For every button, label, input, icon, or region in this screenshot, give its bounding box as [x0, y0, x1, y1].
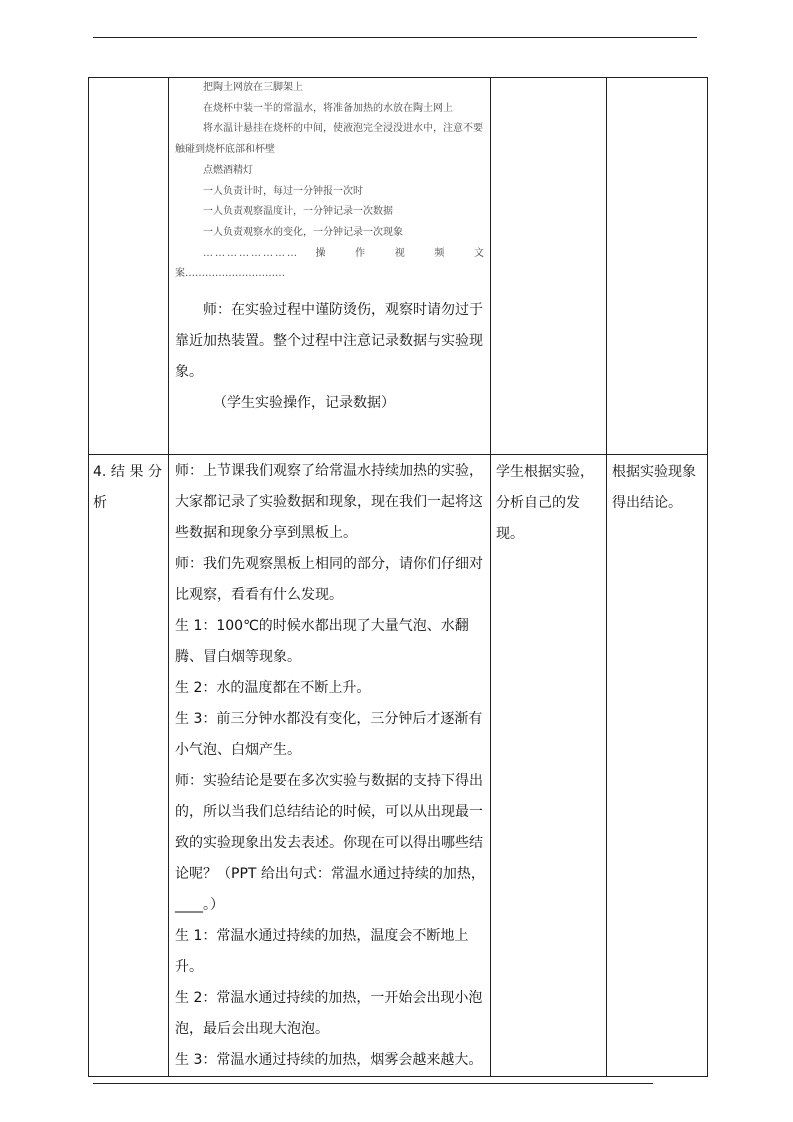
step-text: 点燃酒精灯: [203, 164, 253, 176]
design-intent-cell: [607, 455, 708, 1077]
step-text: 在烧杯中装一半的常温水，将准备加热的水放在陶土网上: [203, 102, 453, 114]
step-text: 一人负责观察温度计，一分钟记录一次数据: [203, 206, 393, 218]
dialogue-line: 师：上节课我们观察了给常温水持续加热的实验，大家都记录了实验数据和现象，现在我们一起将这些数据和现象分享到黑板上。: [175, 463, 483, 541]
dialogue-line: 生 2：水的温度都在不断上升。: [175, 680, 371, 696]
lesson-plan-table: [88, 77, 708, 1077]
step-text: 将水温计悬挂在烧杯的中间，使液泡完全浸没进水中，注意不要触碰到烧杯底部和杯壁: [175, 123, 483, 156]
process-cell: [169, 455, 491, 1077]
design-intent-cell-empty: [607, 78, 708, 455]
step-text: 一人负责观察水的变化，一分钟记录一次现象: [203, 226, 403, 238]
dialogue-line: 生 3：常温水通过持续的加热，烟雾会越来越大。: [175, 1052, 483, 1068]
dialogue-line: 生 1：常温水通过持续的加热，温度会不断地上升。: [175, 928, 469, 975]
dialogue-line: 生 3：前三分钟水都没有变化，三分钟后才逐渐有小气泡、白烟产生。: [175, 711, 483, 758]
dialogue-line: 生 1：100℃的时候水都出现了大量气泡、水翻腾、冒白烟等现象。: [175, 618, 469, 665]
process-cell: [169, 78, 491, 455]
header-rule: [93, 37, 697, 38]
experiment-steps: [169, 78, 490, 285]
step-text: 一人负责计时，每过一分钟报一次时: [203, 185, 363, 197]
stage-cell: [89, 455, 169, 1077]
stage-cell-empty: [89, 78, 169, 455]
video-script-line: …………………… 操 作 视 频 文: [203, 247, 486, 259]
dialogue-line: 生 2：常温水通过持续的加热，一开始会出现小泡泡，最后会出现大泡泡。: [175, 990, 483, 1037]
dialogue-line: 师：我们先观察黑板上相同的部分，请你们仔细对比观察，看看有什么发现。: [175, 556, 483, 603]
teacher-note: 师：在实验过程中谨防烫伤，观察时请勿过于靠近加热装置。整个过程中注意记录数据与实验现象。: [175, 302, 483, 381]
student-activity-cell: [491, 455, 607, 1077]
student-activity-cell-empty: [491, 78, 607, 455]
student-activity-text: 学生根据实验，分析自己的发现。: [496, 464, 594, 542]
stage-label: 4.结果分析: [93, 464, 162, 511]
dialogue-line: 师：实验结论是要在多次实验与数据的支持下得出的，所以当我们总结结论的时候，可以从出现最一致的实验现象出发去表述。你现在可以得出哪些结论呢？（PPT 给出句式：常温水通过持续的加热，____。）: [175, 773, 485, 913]
footer-rule: [93, 1083, 653, 1084]
student-action: （学生实验操作，记录数据）: [213, 395, 395, 412]
step-text: 把陶土网放在三脚架上: [203, 82, 303, 93]
video-script-cont: 案…………………………: [175, 268, 285, 280]
table-row-experiment: [89, 78, 708, 455]
table-row-result-analysis: [89, 455, 708, 1077]
design-intent-text: 根据实验现象得出结论。: [612, 464, 696, 511]
